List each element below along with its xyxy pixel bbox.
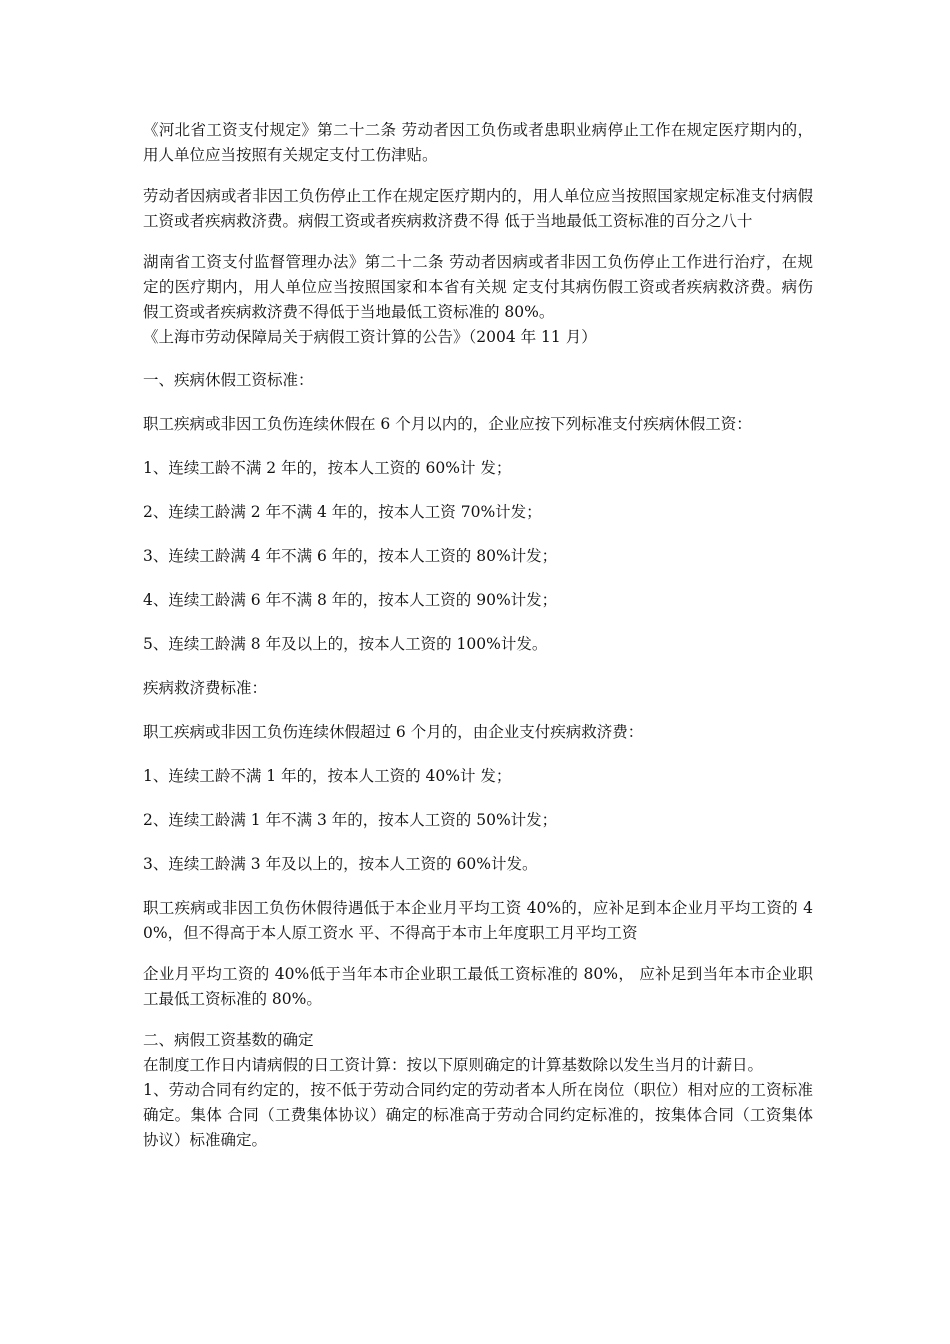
document-page bbox=[143, 118, 813, 1153]
list-item-leave-2: 2、连续工龄满 2 年不满 4 年的，按本人工资 70%计发； bbox=[143, 503, 542, 521]
section-heading-2: 二、病假工资基数的确定 bbox=[143, 1031, 314, 1049]
paragraph-shanghai-notice-title: 《上海市劳动保障局关于病假工资计算的公告》（2004 年 11 月） bbox=[143, 328, 597, 346]
paragraph-minimum-80-percent: 企业月平均工资的 40%低于当年本市企业职工最低工资标准的 80%， 应补足到当年本市企业职工最低工资标准的 80%。 bbox=[143, 965, 813, 1008]
paragraph-relief-intro: 职工疾病或非因工负伤连续休假超过 6 个月的，由企业支付疾病救济费： bbox=[143, 723, 644, 741]
list-item-leave-4: 4、连续工龄满 6 年不满 8 年的，按本人工资的 90%计发； bbox=[143, 591, 558, 609]
section-heading-1: 一、疾病休假工资标准： bbox=[143, 371, 314, 389]
paragraph-sick-leave-pay: 劳动者因病或者非因工负伤停止工作在规定医疗期内的，用人单位应当按照国家规定标准支付病假工资或者疾病救济费。病假工资或者疾病救济费不得 低于当地最低工资标准的百分之八十 bbox=[143, 187, 813, 230]
list-item-relief-2: 2、连续工龄满 1 年不满 3 年的，按本人工资的 50%计发； bbox=[143, 811, 558, 829]
list-item-leave-3: 3、连续工龄满 4 年不满 6 年的，按本人工资的 80%计发； bbox=[143, 547, 558, 565]
paragraph-hebei-article: 《河北省工资支付规定》第二十二条 劳动者因工负伤或者患职业病停止工作在规定医疗期内的，用人单位应当按照有关规定支付工伤津贴。 bbox=[143, 121, 813, 164]
list-item-leave-5: 5、连续工龄满 8 年及以上的，按本人工资的 100%计发。 bbox=[143, 635, 548, 653]
list-item-relief-1: 1、连续工龄不满 1 年的，按本人工资的 40%计 发； bbox=[143, 767, 512, 785]
list-item-relief-3: 3、连续工龄满 3 年及以上的，按本人工资的 60%计发。 bbox=[143, 855, 538, 873]
paragraph-leave-standard-intro: 职工疾病或非因工负伤连续休假在 6 个月以内的，企业应按下列标准支付疾病休假工资： bbox=[143, 415, 752, 433]
relief-standard-heading: 疾病救济费标准： bbox=[143, 679, 268, 697]
paragraph-hunan-article: 湖南省工资支付监督管理办法》第二十二条 劳动者因病或者非因工负伤停止工作进行治疗，在规定的医疗期内，用人单位应当按照国家和本省有关规 定支付其病伤假工资或者疾病救济费。病伤假工资或者疾病救济费不得低于当地最低工资标准的 80%。 bbox=[143, 253, 813, 321]
list-item-base-1: 1、劳动合同有约定的，按不低于劳动合同约定的劳动者本人所在岗位（职位）相对应的工资标准确定。集体 合同（工费集体协议）确定的标准高于劳动合同约定标准的，按集体合同（工资集体协议）标准确定。 bbox=[143, 1081, 813, 1149]
list-item-leave-1: 1、连续工龄不满 2 年的，按本人工资的 60%计 发； bbox=[143, 459, 512, 477]
paragraph-minimum-40-percent: 职工疾病或非因工负伤休假待遇低于本企业月平均工资 40%的，应补足到本企业月平均工资的 40%，但不得高于本人原工资水 平、不得高于本市上年度职工月平均工资 bbox=[143, 899, 813, 942]
paragraph-daily-wage-calc: 在制度工作日内请病假的日工资计算：按以下原则确定的计算基数除以发生当月的计薪日。 bbox=[143, 1056, 764, 1074]
